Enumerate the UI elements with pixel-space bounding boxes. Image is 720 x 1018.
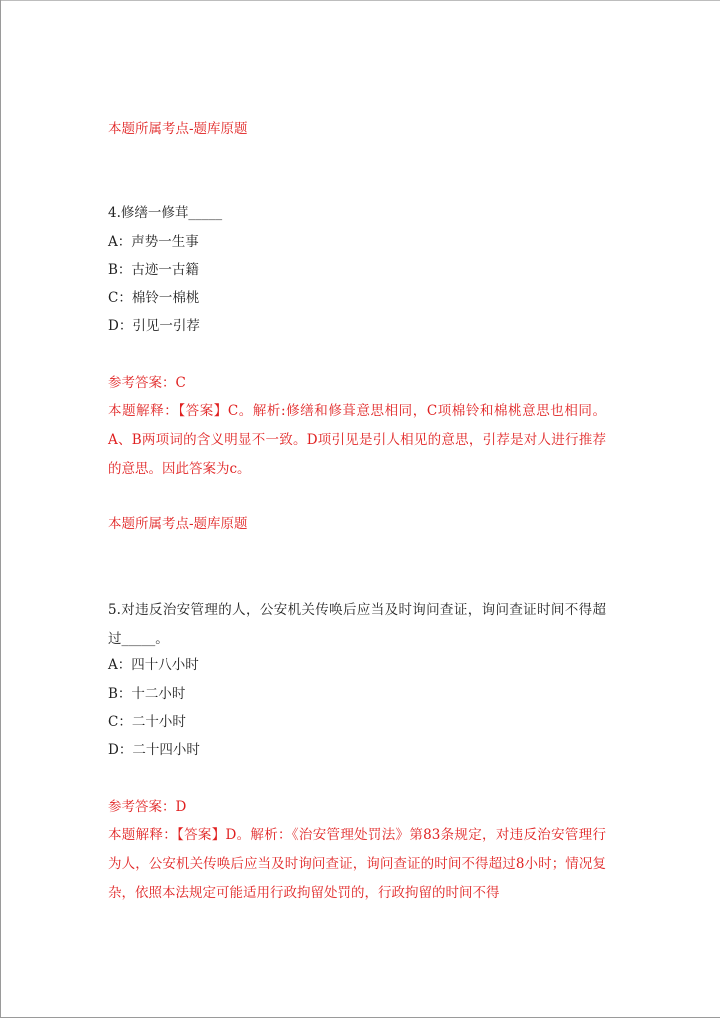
question-4-answer: 参考答案：C <box>108 375 186 391</box>
question-4-option-c: C：棉铃一棉桃 <box>108 290 200 306</box>
question-4-option-b: B：古迹一古籍 <box>108 262 199 278</box>
question-4-stem: 4.修缮一修茸_____ <box>108 205 223 221</box>
page-left-border <box>0 0 1 1018</box>
question-5-option-c: C：二十小时 <box>108 714 186 730</box>
question-5-stem: 5.对违反治安管理的人，公安机关传唤后应当及时询问查证，询问查证时间不得超过_____。 <box>108 602 606 647</box>
question-4-option-a: A：声势一生事 <box>108 234 199 250</box>
question-5-option-d: D：二十四小时 <box>108 742 200 758</box>
question-4-option-d: D：引见一引荐 <box>108 318 200 334</box>
page-top-border <box>0 0 720 1</box>
question-5-answer: 参考答案：D <box>108 799 187 815</box>
question-5-option-b: B：十二小时 <box>108 686 186 702</box>
question-4-topic: 本题所属考点-题库原题 <box>108 516 248 532</box>
question-5-explanation: 本题解释：【答案】D。解析：《治安管理处罚法》第83条规定，对违反治安管理行为人，公安机关传唤后应当及时询问查证，询问查证的时间不得超过8小时；情况复杂，依照本法规定可能适用行政拘留处罚的，行政拘留的时间不得 <box>108 827 606 901</box>
topic-label: 本题所属考点-题库原题 <box>108 121 248 137</box>
question-5-option-a: A：四十八小时 <box>108 657 199 673</box>
question-4-explanation: 本题解释：【答案】C。解析:修缮和修葺意思相同，C项棉铃和棉桃意思也相同。A、B两项词的含义明显不一致。D项引见是引人相见的意思，引荐是对人进行推荐的意思。因此答案为c。 <box>108 403 606 477</box>
